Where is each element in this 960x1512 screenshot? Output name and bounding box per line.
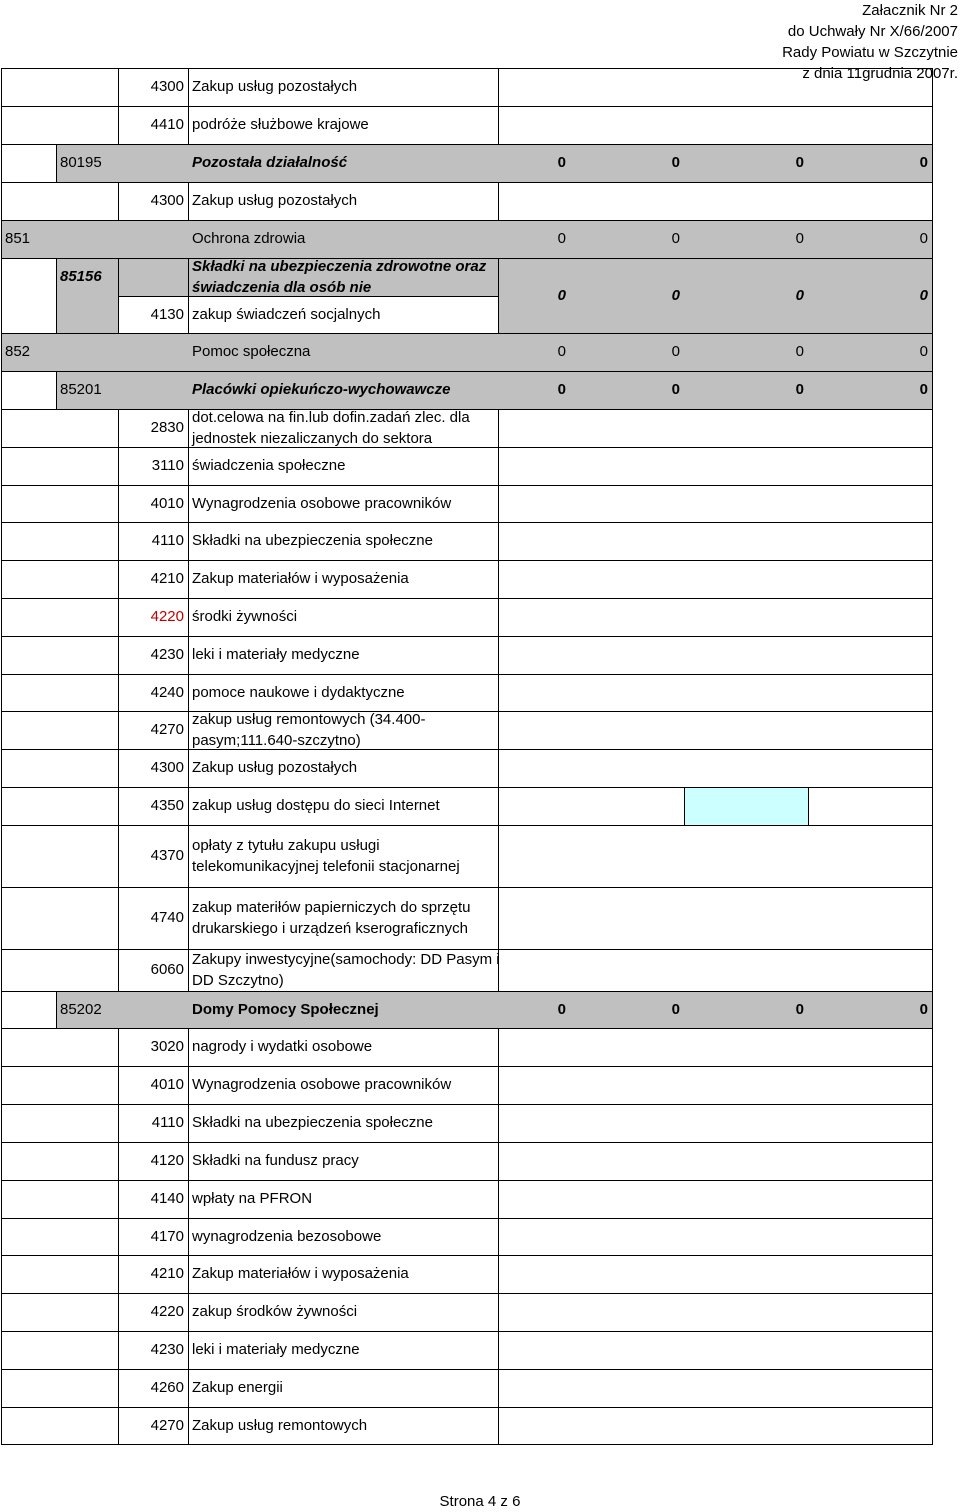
indent-cell [1, 1142, 119, 1181]
indent-cell [1, 787, 119, 826]
chapter-code: 85201 [60, 381, 102, 398]
resolution-number: do Uchwały Nr X/66/2007 [787, 23, 958, 40]
amount-cell [498, 636, 933, 675]
amount-cell [498, 1104, 933, 1143]
chapter-amount: 0 [671, 1001, 680, 1018]
paragraph-name: zakup materiłów papierniczych do sprzętu drukarskiego i urządzeń kserograficznych [192, 899, 471, 937]
indent-cell [1, 1407, 119, 1445]
chapter-amount: 0 [671, 154, 680, 171]
paragraph-code: 4260 [150, 1379, 184, 1396]
paragraph-name: wynagrodzenia bezosobowe [192, 1228, 382, 1245]
indent-cell [1, 598, 119, 637]
paragraph-name: Zakup materiałów i wyposażenia [192, 1265, 409, 1282]
chapter-amount: 0 [671, 287, 680, 304]
paragraph-code: 4270 [150, 1417, 184, 1434]
highlighted-cell [684, 787, 809, 826]
indent-cell [1, 636, 119, 675]
indent-cell [1, 991, 57, 1029]
indent-cell [1, 560, 119, 599]
paragraph-name: Zakup energii [192, 1379, 283, 1396]
paragraph-code: 4010 [150, 495, 184, 512]
paragraph-code: 3020 [150, 1038, 184, 1055]
section-amount: 0 [795, 343, 804, 360]
chapter-code: 80195 [60, 154, 102, 171]
paragraph-name: Składki na ubezpieczenia społeczne [192, 532, 433, 549]
paragraph-code: 4130 [150, 306, 184, 323]
amount-cell [498, 887, 933, 950]
indent-cell [1, 1028, 119, 1067]
paragraph-name: opłaty z tytułu zakupu usługi telekomunikacyjnej telefonii stacjonarnej [192, 837, 460, 875]
paragraph-name: zakup świadczeń socjalnych [192, 306, 381, 323]
paragraph-name: wpłaty na PFRON [192, 1190, 313, 1207]
chapter-name: Placówki opiekuńczo-wychowawcze [192, 381, 451, 398]
paragraph-code: 4230 [150, 646, 184, 663]
paragraph-name: Zakup usług remontowych [192, 1417, 368, 1434]
paragraph-code: 4220 [150, 608, 184, 625]
indent-cell [1, 1066, 119, 1105]
attachment-header [782, 0, 958, 84]
chapter-name: Domy Pomocy Społecznej [192, 1001, 379, 1018]
paragraph-code: 2830 [150, 419, 184, 436]
chapter-amount: 0 [557, 381, 566, 398]
indent-cell [1, 522, 119, 561]
chapter-amount: 0 [557, 1001, 566, 1018]
paragraph-code: 4410 [150, 116, 184, 133]
paragraph-name: Zakupy inwestycyjne(samochody: DD Pasym i DD Szczytno) [192, 951, 500, 989]
chapter-name: Składki na ubezpieczenia zdrowotne oraz świadczenia dla osób nie [192, 258, 487, 296]
section-code: 851 [5, 230, 31, 247]
indent-cell [1, 106, 119, 145]
paragraph-name: pomoce naukowe i dydaktyczne [192, 684, 405, 701]
section-amount: 0 [557, 230, 566, 247]
amount-cell [498, 674, 933, 712]
amount-cell [498, 1255, 933, 1294]
amount-cell [498, 1369, 933, 1408]
paragraph-name: podróże służbowe krajowe [192, 116, 369, 133]
amount-cell [498, 1028, 933, 1067]
indent-cell [1, 887, 119, 950]
paragraph-name: leki i materiały medyczne [192, 1341, 360, 1358]
paragraph-code: 4210 [150, 1265, 184, 1282]
amount-cell [498, 485, 933, 523]
paragraph-name: Zakup usług pozostałych [192, 78, 358, 95]
chapter-amount: 0 [671, 381, 680, 398]
chapter-amount: 0 [919, 381, 928, 398]
chapter-amount: 0 [795, 381, 804, 398]
amount-cell [498, 825, 933, 888]
paragraph-code: 4210 [150, 570, 184, 587]
chapter-amount: 0 [795, 287, 804, 304]
paragraph-code: 4140 [150, 1190, 184, 1207]
indent-cell [1, 1180, 119, 1219]
section-code: 852 [5, 343, 31, 360]
indent-cell [1, 182, 119, 221]
paragraph-name: leki i materiały medyczne [192, 646, 360, 663]
paragraph-code: 4120 [150, 1152, 184, 1169]
paragraph-name: Składki na ubezpieczenia społeczne [192, 1114, 433, 1131]
paragraph-name: zakup usług remontowych (34.400-pasym;111.640-szczytno) [192, 711, 426, 749]
amount-cell [498, 1142, 933, 1181]
paragraph-name: Zakup usług pozostałych [192, 192, 358, 209]
paragraph-name: Zakup materiałów i wyposażenia [192, 570, 409, 587]
indent-cell [1, 749, 119, 788]
section-amount: 0 [671, 343, 680, 360]
paragraph-code: 3110 [151, 457, 184, 474]
indent-cell [1, 825, 119, 888]
amount-cell [498, 1218, 933, 1256]
paragraph-code: 4300 [150, 192, 184, 209]
paragraph-code: 4300 [150, 759, 184, 776]
paragraph-code: 4110 [151, 532, 184, 549]
indent-cell [1, 258, 57, 334]
amount-cell [498, 447, 933, 486]
indent-cell [1, 1331, 119, 1370]
indent-cell [1, 949, 119, 992]
chapter-spacer [118, 258, 189, 297]
section-amount: 0 [919, 230, 928, 247]
chapter-amount: 0 [795, 1001, 804, 1018]
chapter-name: Pozostała działalność [192, 154, 348, 171]
paragraph-name: świadczenia społeczne [192, 457, 346, 474]
paragraph-code: 6060 [150, 961, 184, 978]
indent-cell [1, 1104, 119, 1143]
amount-cell [498, 1331, 933, 1370]
indent-cell [1, 68, 119, 107]
indent-cell [1, 409, 119, 448]
chapter-amount: 0 [919, 154, 928, 171]
indent-cell [1, 1218, 119, 1256]
amount-cell [498, 106, 933, 145]
amount-cell [498, 598, 933, 637]
paragraph-name: Wynagrodzenia osobowe pracowników [192, 495, 452, 512]
paragraph-code: 4230 [150, 1341, 184, 1358]
paragraph-code: 4240 [150, 684, 184, 701]
paragraph-code: 4350 [150, 797, 184, 814]
amount-cell [498, 749, 933, 788]
resolution-date: z dnia 11grudnia 2007r. [802, 65, 958, 82]
paragraph-name: Zakup usług pozostałych [192, 759, 358, 776]
section-amount: 0 [557, 343, 566, 360]
indent-cell [1, 144, 57, 183]
paragraph-code: 4220 [150, 1303, 184, 1320]
section-amount: 0 [795, 230, 804, 247]
council-name: Rady Powiatu w Szczytnie [782, 44, 958, 61]
paragraph-code: 4170 [150, 1228, 184, 1245]
amount-cell [498, 522, 933, 561]
amount-cell [498, 1407, 933, 1445]
section-name: Pomoc społeczna [192, 343, 311, 360]
paragraph-name: zakup środków żywności [192, 1303, 358, 1320]
paragraph-name: Wynagrodzenia osobowe pracowników [192, 1076, 452, 1093]
paragraph-name: dot.celowa na fin.lub dofin.zadań zlec. dla jednostek niezaliczanych do sektora [192, 409, 470, 447]
amount-cell [498, 1066, 933, 1105]
section-amount: 0 [671, 230, 680, 247]
indent-cell [1, 371, 57, 410]
page-number: Strona 4 z 6 [439, 1493, 521, 1510]
indent-cell [1, 674, 119, 712]
indent-cell [1, 1255, 119, 1294]
paragraph-name: Składki na fundusz pracy [192, 1152, 359, 1169]
indent-cell [1, 711, 119, 750]
amount-cell [498, 711, 933, 750]
paragraph-code: 4300 [150, 78, 184, 95]
attachment-number: Załacznik Nr 2 [862, 2, 958, 19]
paragraph-code: 4110 [151, 1114, 184, 1131]
chapter-amount: 0 [795, 154, 804, 171]
paragraph-name: zakup usług dostępu do sieci Internet [192, 797, 440, 814]
chapter-amount: 0 [919, 287, 928, 304]
paragraph-code: 4370 [150, 847, 184, 864]
paragraph-code: 4740 [150, 909, 184, 926]
paragraph-name: środki żywności [192, 608, 298, 625]
chapter-amount: 0 [557, 287, 566, 304]
paragraph-name: nagrody i wydatki osobowe [192, 1038, 373, 1055]
amount-cell [498, 560, 933, 599]
chapter-code: 85202 [60, 1001, 102, 1018]
amount-cell [498, 409, 933, 448]
chapter-amount: 0 [557, 154, 566, 171]
section-amount: 0 [919, 343, 928, 360]
paragraph-code: 4010 [150, 1076, 184, 1093]
section-name: Ochrona zdrowia [192, 230, 306, 247]
amount-cell [498, 1293, 933, 1332]
chapter-code: 85156 [60, 268, 102, 285]
paragraph-code: 4270 [150, 721, 184, 738]
chapter-amount: 0 [919, 1001, 928, 1018]
amount-cell [498, 1180, 933, 1219]
indent-cell [1, 485, 119, 523]
indent-cell [1, 1293, 119, 1332]
amount-cell [498, 949, 933, 992]
indent-cell [1, 1369, 119, 1408]
indent-cell [1, 447, 119, 486]
amount-cell [498, 182, 933, 221]
